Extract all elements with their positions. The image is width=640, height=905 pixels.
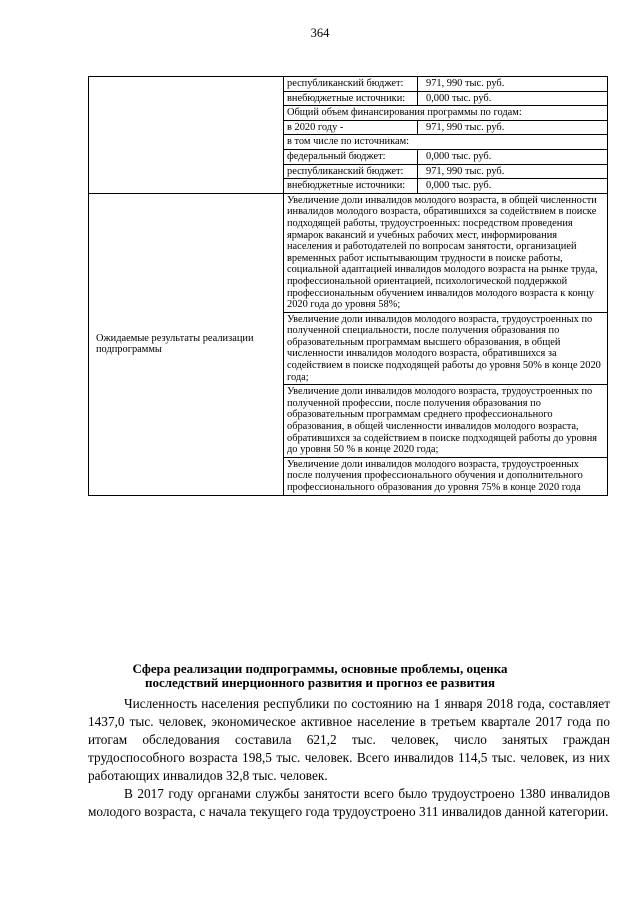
result-item: Увеличение доли инвалидов молодого возраста, трудоустроенных по полученной профессии, после получения образования по образовательным программам среднего профессионального образования, в общей численности инвалидов молодого возраста, обратившихся за содействием в поиске подходящей работы до уровня до уровня 50 % в конце 2020 года; xyxy=(284,385,608,458)
funding-value: 971, 990 тыс. руб. xyxy=(418,77,608,92)
result-item: Увеличение доли инвалидов молодого возраста, трудоустроенных после получения профессионального обучения и дополнительного профессионального образования до уровня 75% в конце 2020 года xyxy=(284,457,608,495)
funding-label: внебюджетные источники: xyxy=(284,91,418,106)
funding-heading: Общий объем финансирования программы по годам: xyxy=(284,106,608,121)
funding-label: внебюджетные источники: xyxy=(284,179,418,194)
funding-value: 971, 990 тыс. руб. xyxy=(418,164,608,179)
funding-label: республиканский бюджет: xyxy=(284,164,418,179)
page-number: 364 xyxy=(310,26,330,40)
table-row xyxy=(89,193,608,312)
empty-label-cell xyxy=(89,77,284,194)
funding-label: федеральный бюджет: xyxy=(284,149,418,164)
results-label: Ожидаемые результаты реализации подпрограммы xyxy=(89,193,284,495)
funding-heading: в том числе по источникам: xyxy=(284,135,608,150)
result-item: Увеличение доли инвалидов молодого возраста, трудоустроенных по полученной специальности, после получения образования по образовательным программам высшего образования, в общей численности инвалидов молодого возраста, обратившихся за содействием в поиске подходящей работы до уровня 50% в конце 2020 года; xyxy=(284,312,608,385)
paragraph: В 2017 году органами службы занятости всего было трудоустроено 1380 инвалидов молодого возраста, с начала текущего года трудоустроено 311 инвалидов данной категории. xyxy=(88,786,610,819)
table-row xyxy=(89,77,608,92)
funding-value: 0,000 тыс. руб. xyxy=(418,149,608,164)
paragraph: Численность населения республики по состоянию на 1 января 2018 года, составляет 1437,0 тыс. человек, экономическое активное население в третьем квартале 2017 года по итогам обследования составила 621,2 тыс. человек, число занятых граждан трудоспособного возраста 198,5 тыс. человек. Всего инвалидов 114,5 тыс. человек, из них работающих инвалидов 32,8 тыс. человек. xyxy=(88,696,610,783)
funding-label: в 2020 году - xyxy=(284,120,418,135)
section-heading: Сфера реализации подпрограммы, основные проблемы, оценка последствий инерционного развития и прогноз ее развития xyxy=(132,661,508,690)
body-text xyxy=(88,695,610,821)
funding-value: 0,000 тыс. руб. xyxy=(418,91,608,106)
result-item: Увеличение доли инвалидов молодого возраста, в общей численности инвалидов молодого возраста, обратившихся за содействием в поиске подходящей работы, трудоустроенных: посредством проведения ярмарок вакансий и учебных рабочих мест, информирования населения и работодателей по вопросам занятости, организацией временных работ испытывающим трудности в поиске работы, социальной адаптацией инвалидов молодого возраста на рынке труда, профессиональной ориентацией, психологической поддержкой профессиональным обучением инвалидов молодого возраста к концу 2020 года до уровня 58%; xyxy=(284,193,608,312)
funding-value: 0,000 тыс. руб. xyxy=(418,179,608,194)
funding-label: республиканский бюджет: xyxy=(284,77,418,92)
program-table xyxy=(88,76,608,496)
funding-value: 971, 990 тыс. руб. xyxy=(418,120,608,135)
